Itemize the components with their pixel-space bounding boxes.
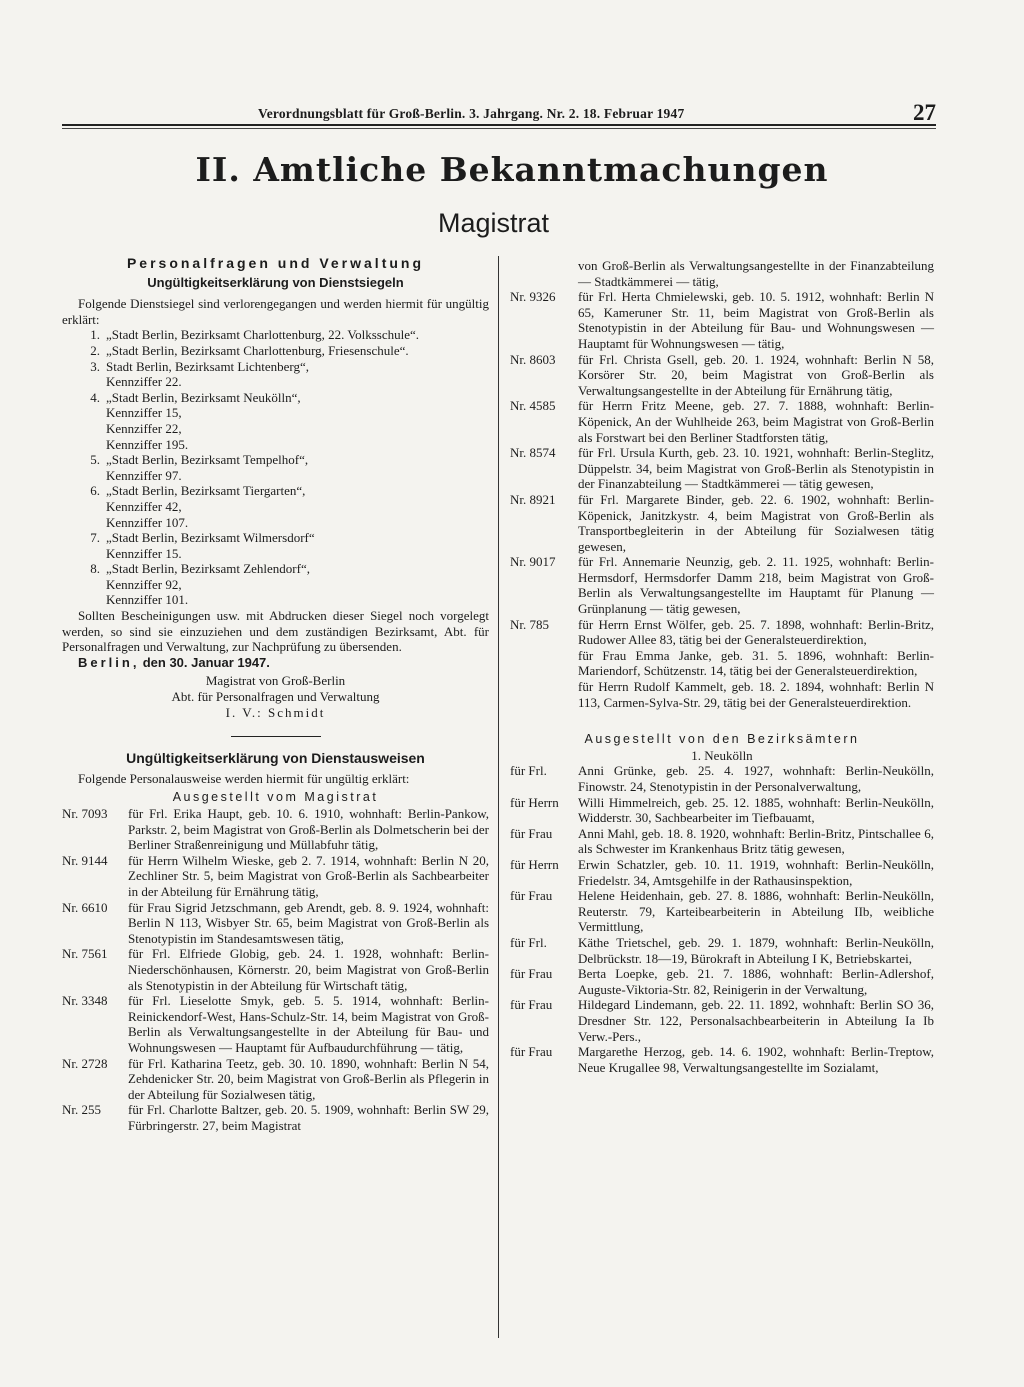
- seal-number: 1.: [90, 327, 100, 343]
- subheading-dienstsiegel: Ungültigkeitserklärung von Dienstsiegeln: [147, 274, 404, 290]
- entry-text: für Frl. Lieselotte Smyk, geb. 5. 5. 1914, wohnhaft: Berlin-Reinickendorf-West, Hans-Schulz-Str. 14, beim Magistrat von Groß-Berlin als Verwaltungsangestellte in der Abteilung für Bau- und Wohnungswesen — Hauptamt für Aufbaudurchführung — tätig,: [128, 993, 489, 1055]
- entry-number: Nr. 255: [62, 1102, 101, 1118]
- seal-line: „Stadt Berlin, Bezirksamt Charlottenburg, 22. Volksschule“.: [106, 327, 420, 343]
- intro-dienstausweise: Folgende Personalausweise werden hiermit für ungültig erklärt:: [78, 770, 410, 786]
- id-entry: [62, 1102, 489, 1133]
- fuer-entry: [510, 826, 934, 857]
- id-entry: [62, 900, 489, 947]
- seal-line: „Stadt Berlin, Bezirksamt Zehlendorf“,: [106, 561, 310, 577]
- column-divider: [498, 256, 499, 1338]
- fuer-entries: [510, 763, 934, 1075]
- seal-number: 7.: [90, 530, 100, 546]
- seal-line: Kennziffer 42,: [106, 498, 182, 514]
- id-entry: [62, 993, 489, 1055]
- entry-number: Nr. 9144: [62, 852, 108, 868]
- extra-entry: für Herrn Rudolf Kammelt, geb. 18. 2. 1894, wohnhaft: Berlin N 113, Carmen-Sylva-Str. 29, tätig bei der Generalsteuerdirektion.: [578, 679, 934, 710]
- seal-line: Kennziffer 107.: [106, 514, 189, 530]
- heading-personalfragen: Personalfragen und Verwaltung: [126, 255, 425, 271]
- fuer-text: Willi Himmelreich, geb. 25. 12. 1885, wohnhaft: Berlin-Neukölln, Widderstr. 30, Sachbearbeiter im Tiefbauamt,: [578, 794, 934, 826]
- id-entry: [62, 853, 489, 900]
- seal-number: 4.: [90, 389, 100, 405]
- entry-text: für Frl. Annemarie Neunzig, geb. 2. 11. 1925, wohnhaft: Berlin-Hermsdorf, Hermsdorfer Damm 218, beim Magistrat von Groß-Berlin als Verwaltungsangestellte im Hauptamt für Planung — Grünplanung — tätig gewesen,: [578, 554, 934, 617]
- header-rule-thin: [62, 128, 936, 129]
- seal-line: Kennziffer 92,: [106, 576, 182, 592]
- fuer-lead: für Frau: [510, 966, 553, 982]
- fuer-entry: [510, 997, 934, 1044]
- signature-line-1: Magistrat von Groß-Berlin: [205, 673, 346, 689]
- page-header: [62, 100, 936, 126]
- seal-line: Kennziffer 15.: [106, 545, 182, 561]
- entry-text: für Frl. Herta Chmielewski, geb. 10. 5. 1912, wohnhaft: Berlin N 65, Kameruner Str. 11, beim Magistrat von Groß-Berlin als Stenotypistin in der Abteilung für Bau- und Wohnungswesen — Hauptamt für Wohnungswesen — tätig,: [578, 289, 934, 351]
- seal-text: [106, 561, 489, 608]
- entry-number: Nr. 2728: [62, 1055, 108, 1071]
- fuer-lead: für Frau: [510, 1044, 553, 1060]
- seal-item: [62, 530, 489, 561]
- seal-line: Stadt Berlin, Bezirksamt Lichtenberg“,: [106, 358, 310, 374]
- seal-number: 3.: [90, 358, 100, 374]
- entry-text: für Frl. Katharina Teetz, geb. 30. 10. 1890, wohnhaft: Berlin N 54, Zehdenicker Str. 20, beim Magistrat von Groß-Berlin als Pflegerin in der Abteilung für Sozialwesen tätig,: [128, 1055, 489, 1102]
- seal-line: Kennziffer 101.: [106, 592, 189, 608]
- entry-number: Nr. 7561: [62, 946, 108, 962]
- seal-number: 6.: [90, 483, 100, 499]
- date-place: Berlin,: [78, 654, 140, 670]
- entry-number: Nr. 7093: [62, 806, 108, 821]
- entry-text: für Frl. Ursula Kurth, geb. 23. 10. 1921, wohnhaft: Berlin-Steglitz, Düppelstr. 34, beim Magistrat von Groß-Berlin als Stenotypistin in der Finanzabteilung — Stadtkämmerei — tätig gewesen,: [578, 445, 934, 492]
- fuer-lead: für Frau: [510, 997, 553, 1013]
- seal-line: Kennziffer 97.: [106, 467, 182, 483]
- separator-rule: [231, 736, 321, 737]
- entry-number: Nr. 8603: [510, 351, 556, 367]
- right-entries: [510, 289, 934, 648]
- subheading-dienstausweise: Ungültigkeitserklärung von Dienstausweisen: [126, 750, 425, 767]
- header-rule: [62, 124, 936, 126]
- entry-number: Nr. 8574: [510, 445, 556, 461]
- date-value: den 30. Januar 1947.: [142, 654, 270, 670]
- fuer-lead: für Frl.: [510, 934, 547, 950]
- fuer-text: Helene Heidenhain, geb. 27. 8. 1886, wohnhaft: Berlin-Neukölln, Reuterstr. 79, Karteibearbeiterin in Abteilung IIb, weibliche Vermittlung,: [578, 888, 934, 935]
- seal-line: „Stadt Berlin, Bezirksamt Neukölln“,: [106, 389, 301, 405]
- fuer-entry: [510, 888, 934, 935]
- entry-number: Nr. 785: [510, 616, 549, 632]
- fuer-text: Hildegard Lindemann, geb. 22. 11. 1892, wohnhaft: Berlin SO 36, Dresdner Str. 122, Personalsachbearbeiterin in Abteilung Ia Ib Verw.-Pers.,: [578, 997, 934, 1044]
- fuer-lead: für Frau: [510, 825, 553, 841]
- left-entries: [62, 806, 489, 1133]
- entry-number: Nr. 8921: [510, 491, 556, 507]
- entry-number: Nr. 4585: [510, 398, 556, 414]
- seal-text: [106, 483, 489, 530]
- fuer-lead: für Frl.: [510, 763, 547, 779]
- id-entry: [510, 554, 934, 616]
- continuation-text: von Groß-Berlin als Verwaltungsangestellte in der Finanzabteilung — Stadtkämmerei — tätig,: [578, 258, 934, 289]
- id-entry: [62, 1056, 489, 1103]
- id-entry: [510, 352, 934, 399]
- id-entry: [62, 806, 489, 853]
- left-column: [62, 256, 489, 1133]
- page-number: 27: [913, 100, 936, 125]
- right-column: [510, 258, 934, 1075]
- right-extra-entries: [510, 648, 934, 710]
- entry-text: für Herrn Wilhelm Wieske, geb 2. 7. 1914, wohnhaft: Berlin N 20, Zechliner Str. 5, beim Magistrat von Groß-Berlin als Sachbearbeiter in der Abteilung für Ernährung tätig,: [128, 852, 489, 899]
- fuer-lead: für Frau: [510, 888, 553, 904]
- seal-item: [62, 452, 489, 483]
- district-heading: 1. Neukölln: [691, 747, 753, 763]
- signature-line-2: Abt. für Personalfragen und Verwaltung: [171, 689, 380, 705]
- id-entry: [510, 398, 934, 445]
- seal-text: [106, 327, 489, 343]
- seal-line: Kennziffer 22.: [106, 374, 182, 390]
- closing-dienstsiegel: Sollten Bescheinigungen usw. mit Abdrucken dieser Siegel noch vorgelegt werden, so sind sie einzuziehen und dem zuständigen Bezirksamt, Abt. für Personalfragen und Verwaltung, zur Nachprüfung zu übersenden.: [62, 608, 489, 655]
- id-entry: [510, 289, 934, 351]
- date-line: [62, 655, 489, 671]
- seal-line: „Stadt Berlin, Bezirksamt Wilmersdorf“: [106, 530, 315, 546]
- seal-number: 2.: [90, 342, 100, 358]
- fuer-entry: [510, 795, 934, 826]
- seal-number: 8.: [90, 561, 100, 577]
- entry-text: für Frl. Elfriede Globig, geb. 24. 1. 1928, wohnhaft: Berlin-Niederschönhausen, Körnerstr. 20, beim Magistrat von Groß-Berlin als Stenotypistin in der Abteilung für Wirtschaft tätig,: [128, 946, 489, 993]
- fuer-entry: [510, 935, 934, 966]
- intro-dienstsiegel: Folgende Dienstsiegel sind verlorengegangen und werden hiermit für ungültig erklärt:: [62, 296, 489, 327]
- entry-text: für Frl. Margarete Binder, geb. 22. 6. 1902, wohnhaft: Berlin-Köpenick, Janitzkystr. 4, beim Magistrat von Groß-Berlin als Transportbegleiterin in der Abteilung für Sozialwesen tätig gewesen,: [578, 491, 934, 554]
- seal-text: [106, 530, 489, 561]
- entry-text: für Frl. Charlotte Baltzer, geb. 20. 5. 1909, wohnhaft: Berlin SW 29, Fürbringerstr. 27, beim Magistrat: [128, 1102, 489, 1133]
- seal-number: 5.: [90, 452, 100, 468]
- seal-line: „Stadt Berlin, Bezirksamt Charlottenburg, Friesenschule“.: [106, 342, 409, 358]
- entry-text: für Frau Sigrid Jetzschmann, geb Arendt, geb. 8. 9. 1924, wohnhaft: Berlin N 113, Wisbyer Str. 65, beim Magistrat von Groß-Berlin als Stenotypistin im Standesamtswesen tätig,: [128, 899, 489, 946]
- extra-entry: für Frau Emma Janke, geb. 31. 5. 1896, wohnhaft: Berlin-Mariendorf, Schützenstr. 14, tätig bei der Generalsteuerdirektion,: [578, 647, 934, 679]
- seal-item: [62, 327, 489, 343]
- entry-text: für Herrn Ernst Wölfer, geb. 25. 7. 1898, wohnhaft: Berlin-Britz, Rudower Allee 83, tätig bei der Generalsteuerdirektion,: [578, 616, 934, 648]
- fuer-text: Anni Grünke, geb. 25. 4. 1927, wohnhaft: Berlin-Neukölln, Finowstr. 24, Stenotypistin in der Personalverwaltung,: [578, 763, 934, 794]
- entry-number: Nr. 3348: [62, 993, 108, 1009]
- seal-item: [62, 359, 489, 390]
- seal-item: [62, 390, 489, 452]
- seal-text: [106, 390, 489, 452]
- fuer-entry: [510, 857, 934, 888]
- entry-number: Nr. 6610: [62, 899, 108, 915]
- seal-item: [62, 343, 489, 359]
- seal-text: [106, 359, 489, 390]
- seal-line: Kennziffer 22,: [106, 420, 182, 436]
- id-entry: [510, 617, 934, 648]
- seal-line: Kennziffer 195.: [106, 436, 189, 452]
- id-entry: [510, 492, 934, 554]
- entry-number: Nr. 9017: [510, 554, 556, 570]
- issued-by-bezirksaemter: Ausgestellt von den Bezirksämtern: [584, 732, 860, 747]
- seal-text: [106, 452, 489, 483]
- fuer-text: Berta Loepke, geb. 21. 7. 1886, wohnhaft: Berlin-Adlershof, Auguste-Viktoria-Str. 82, Reinigerin in der Verwaltung,: [578, 966, 934, 997]
- seal-line: „Stadt Berlin, Bezirksamt Tempelhof“,: [106, 452, 309, 468]
- section-subtitle: Magistrat: [438, 208, 550, 238]
- seal-list: [62, 327, 489, 608]
- fuer-text: Margarethe Herzog, geb. 14. 6. 1902, wohnhaft: Berlin-Treptow, Neue Krugallee 98, Verwaltungsangestellte im Sozialamt,: [578, 1044, 934, 1075]
- seal-item: [62, 561, 489, 608]
- id-entry: [510, 445, 934, 492]
- seal-line: Kennziffer 15,: [106, 405, 182, 421]
- fuer-text: Erwin Schatzler, geb. 10. 11. 1919, wohnhaft: Berlin-Neukölln, Friedelstr. 34, Amtsgehilfe in der Rathausinspektion,: [578, 856, 934, 888]
- entry-text: für Frl. Christa Gsell, geb. 20. 1. 1924, wohnhaft: Berlin N 58, Korsörer Str. 20, beim Magistrat von Groß-Berlin als Verwaltungsangestellte in der Abteilung für Ernährung tätig,: [578, 351, 934, 398]
- fuer-entry: [510, 1044, 934, 1075]
- seal-text: [106, 343, 489, 359]
- id-entry: [62, 946, 489, 993]
- seal-line: „Stadt Berlin, Bezirksamt Tiergarten“,: [106, 483, 306, 499]
- entry-number: Nr. 9326: [510, 289, 556, 305]
- fuer-entry: [510, 966, 934, 997]
- section-title: II. Amtliche Bekanntmachungen: [195, 150, 829, 189]
- entry-text: für Frl. Erika Haupt, geb. 10. 6. 1910, wohnhaft: Berlin-Pankow, Parkstr. 2, beim Magistrat von Groß-Berlin als Dolmetscherin bei der Berliner Straßenreinigung und Müllabfuhr tätig,: [128, 806, 489, 853]
- fuer-lead: für Herrn: [510, 856, 559, 872]
- issued-by-magistrat: Ausgestellt vom Magistrat: [172, 790, 379, 805]
- fuer-text: Käthe Trietschel, geb. 29. 1. 1879, wohnhaft: Berlin-Neukölln, Delbrückstr. 18—19, Bürokraft in Abteilung I K, Betriebskartei,: [578, 934, 934, 966]
- fuer-lead: für Herrn: [510, 794, 559, 810]
- entry-text: für Herrn Fritz Meene, geb. 27. 7. 1888, wohnhaft: Berlin-Köpenick, An der Wuhlheide 263, beim Magistrat von Groß-Berlin als Forstwart bei den Berliner Stadtforsten tätig,: [578, 398, 934, 445]
- seal-item: [62, 483, 489, 530]
- running-title: Verordnungsblatt für Groß-Berlin. 3. Jahrgang. Nr. 2. 18. Februar 1947: [258, 106, 685, 121]
- signature-line-3: I. V.: Schmidt: [225, 704, 326, 720]
- fuer-text: Anni Mahl, geb. 18. 8. 1920, wohnhaft: Berlin-Britz, Pintschallee 6, als Schwester im Krankenhaus Britz tätig gewesen,: [578, 825, 934, 857]
- fuer-entry: [510, 763, 934, 794]
